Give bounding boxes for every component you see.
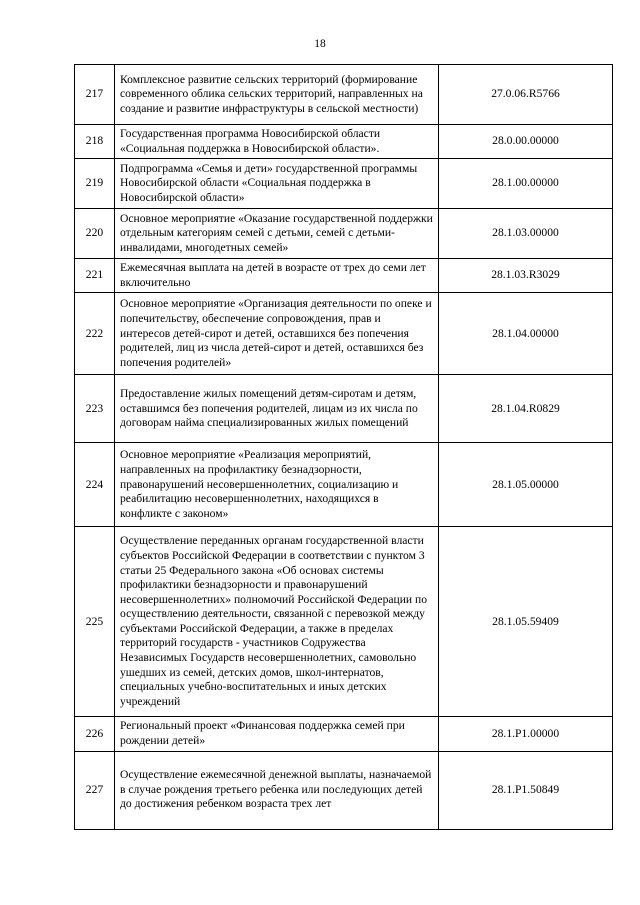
row-code: 28.1.04.R0829 xyxy=(439,375,613,443)
row-code: 27.0.06.R5766 xyxy=(439,65,613,125)
row-code: 28.0.00.00000 xyxy=(439,125,613,159)
row-number: 220 xyxy=(75,209,115,259)
table-row xyxy=(75,717,613,751)
table-row xyxy=(75,293,613,375)
table-row xyxy=(75,159,613,209)
table-row xyxy=(75,527,613,717)
row-number: 227 xyxy=(75,751,115,829)
row-name: Осуществление ежемесячной денежной выплаты, назначаемой в случае рождения третьего ребенка или последующих детей до достижения ребенком возраста трех лет xyxy=(115,751,439,829)
budget-classification-table xyxy=(74,64,613,830)
row-name: Региональный проект «Финансовая поддержка семей при рождении детей» xyxy=(115,717,439,751)
table-row xyxy=(75,125,613,159)
row-number: 226 xyxy=(75,717,115,751)
row-name: Предоставление жилых помещений детям-сиротам и детям, оставшимся без попечения родителей, лицам из их числа по договорам найма специализированных жилых помещений xyxy=(115,375,439,443)
row-number: 219 xyxy=(75,159,115,209)
row-number: 224 xyxy=(75,443,115,527)
page-number: 18 xyxy=(314,38,326,50)
row-number: 221 xyxy=(75,259,115,293)
row-code: 28.1.03.R3029 xyxy=(439,259,613,293)
table-body xyxy=(75,65,613,830)
row-number: 217 xyxy=(75,65,115,125)
table-row xyxy=(75,751,613,829)
row-code: 28.1.05.59409 xyxy=(439,527,613,717)
row-name: Основное мероприятие «Оказание государственной поддержки отдельным категориям семей с детьми, семей с детьми-инвалидами, многодетных семей» xyxy=(115,209,439,259)
row-name: Основное мероприятие «Организация деятельности по опеке и попечительству, обеспечение сопровождения, прав и интересов детей-сирот и детей, оставшихся без попечения родителей, лиц из числа детей-сирот и детей, оставшихся без попечения родителей» xyxy=(115,293,439,375)
row-code: 28.1.03.00000 xyxy=(439,209,613,259)
row-name: Подпрограмма «Семья и дети» государственной программы Новосибирской области «Социальная поддержка в Новосибирской области» xyxy=(115,159,439,209)
row-number: 223 xyxy=(75,375,115,443)
table-row xyxy=(75,65,613,125)
row-number: 218 xyxy=(75,125,115,159)
row-code: 28.1.P1.00000 xyxy=(439,717,613,751)
table-row xyxy=(75,209,613,259)
row-number: 225 xyxy=(75,527,115,717)
row-code: 28.1.05.00000 xyxy=(439,443,613,527)
row-name: Государственная программа Новосибирской области «Социальная поддержка в Новосибирской области». xyxy=(115,125,439,159)
table-row xyxy=(75,375,613,443)
row-code: 28.1.P1.50849 xyxy=(439,751,613,829)
table-row xyxy=(75,443,613,527)
row-name: Осуществление переданных органам государственной власти субъектов Российской Федерации в соответствии с пунктом 3 статьи 25 Федерального закона «Об основах системы профилактики безнадзорности и правонарушений несовершеннолетних» полномочий Российской Федерации по осуществлению деятельности, связанной с перевозкой между субъектами Российской Федерации, а также в пределах территорий государств - участников Содружества Независимых Государств несовершеннолетних, самовольно ушедших из семей, детских домов, школ-интернатов, специальных учебно-воспитательных и иных детских учреждений xyxy=(115,527,439,717)
row-name: Ежемесячная выплата на детей в возрасте от трех до семи лет включительно xyxy=(115,259,439,293)
row-code: 28.1.04.00000 xyxy=(439,293,613,375)
row-number: 222 xyxy=(75,293,115,375)
row-name: Комплексное развитие сельских территорий (формирование современного облика сельских территорий, направленных на создание и развитие инфраструктуры в сельской местности) xyxy=(115,65,439,125)
row-name: Основное мероприятие «Реализация мероприятий, направленных на профилактику безнадзорности, правонарушений несовершеннолетних, социализацию и реабилитацию несовершеннолетних, находящихся в конфликте с законом» xyxy=(115,443,439,527)
row-code: 28.1.00.00000 xyxy=(439,159,613,209)
table-row xyxy=(75,259,613,293)
